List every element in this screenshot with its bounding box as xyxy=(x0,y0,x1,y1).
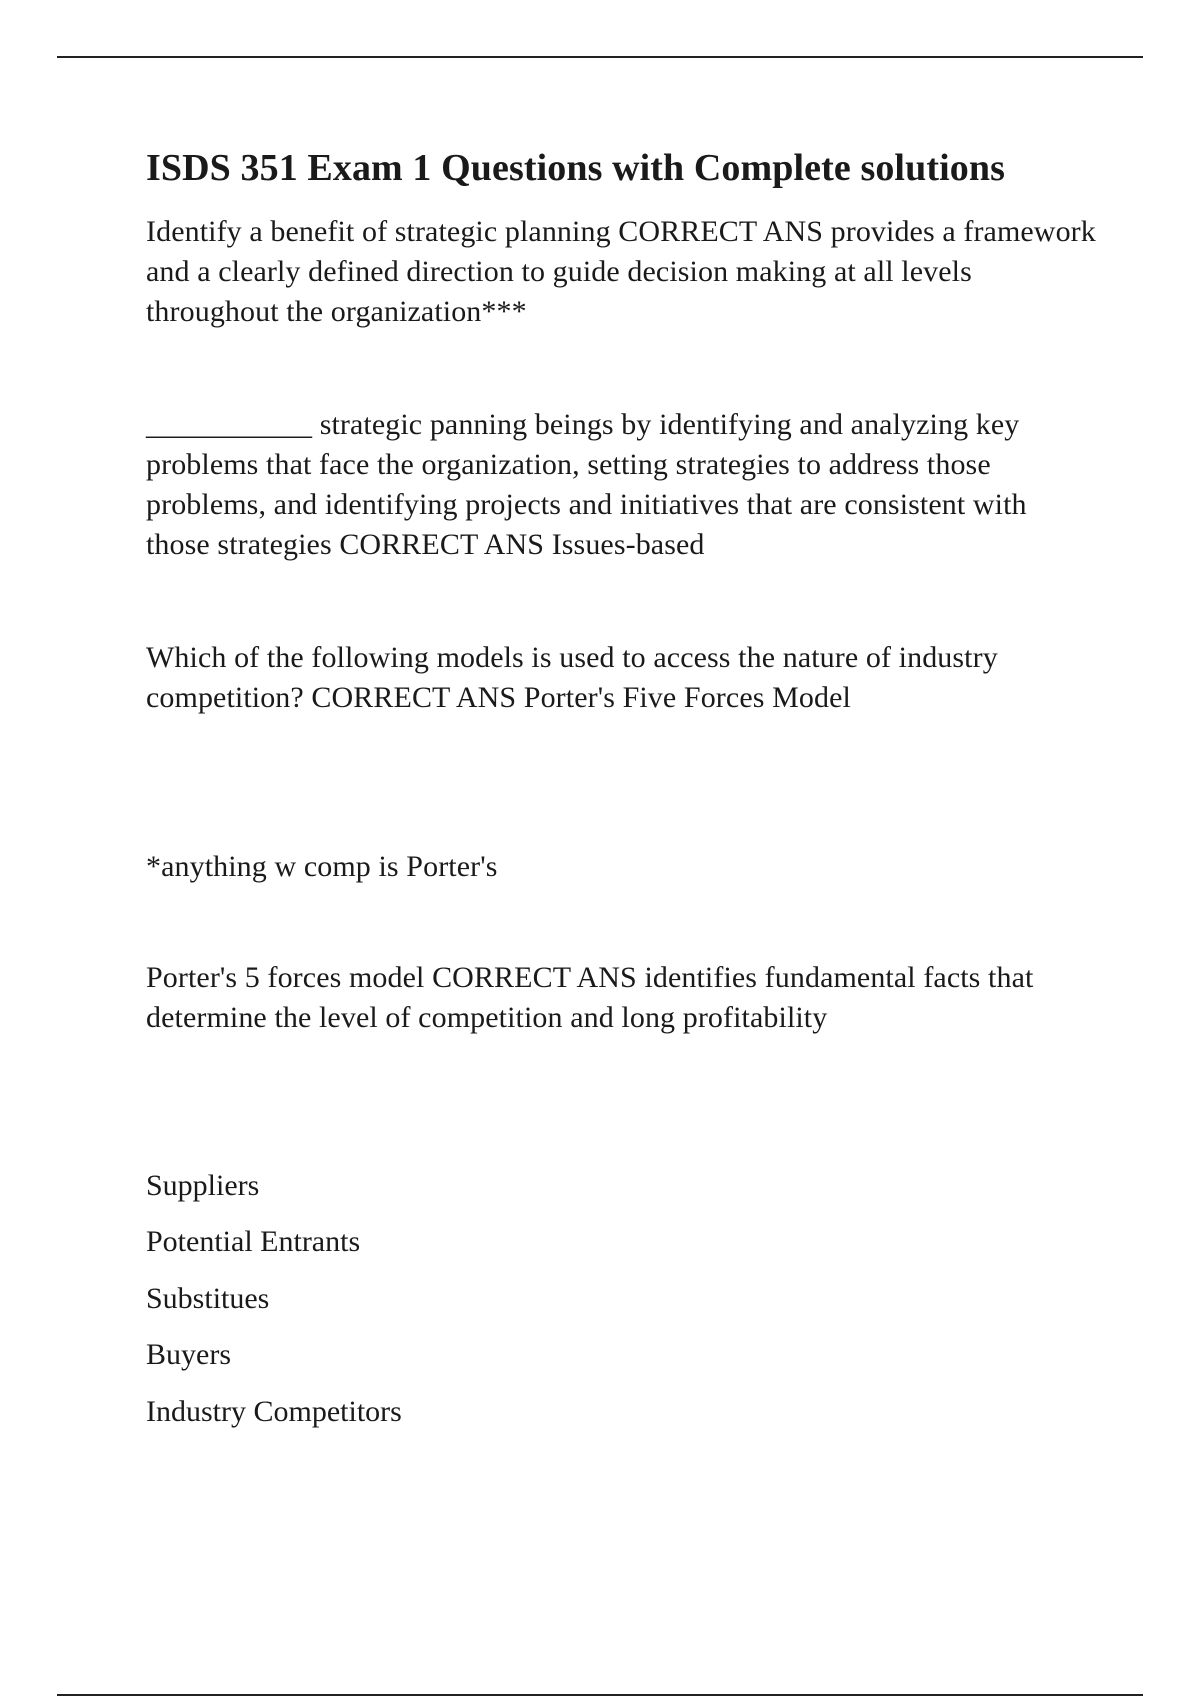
qa-item-industry-competition-model: Which of the following models is used to access the nature of industry competition? CORRECT ANS Porter's Five Forces Model xyxy=(146,641,998,714)
qa-item-issues-based: ___________ strategic panning beings by identifying and analyzing key problems that face the organization, setting strategies to address those problems, and identifying projects and initiatives that are consistent with those strategies CORRECT ANS Issues-based xyxy=(146,408,1027,561)
top-rule xyxy=(57,56,1143,58)
force-list-item: Suppliers xyxy=(146,1169,260,1202)
qa-item-strategic-planning-benefit: Identify a benefit of strategic planning CORRECT ANS provides a framework and a clearly defined direction to guide decision making at all levels throughout the organization*** xyxy=(146,215,1096,328)
note-porters: *anything w comp is Porter's xyxy=(146,850,498,883)
force-list-item: Substitues xyxy=(146,1282,270,1315)
force-list-item: Industry Competitors xyxy=(146,1395,402,1428)
document-title: ISDS 351 Exam 1 Questions with Complete solutions xyxy=(146,147,1005,189)
force-list-item: Potential Entrants xyxy=(146,1225,361,1258)
bottom-rule xyxy=(57,1694,1143,1696)
qa-item-five-forces-definition: Porter's 5 forces model CORRECT ANS identifies fundamental facts that determine the level of competition and long profitability xyxy=(146,961,1034,1034)
force-list-item: Buyers xyxy=(146,1338,231,1371)
